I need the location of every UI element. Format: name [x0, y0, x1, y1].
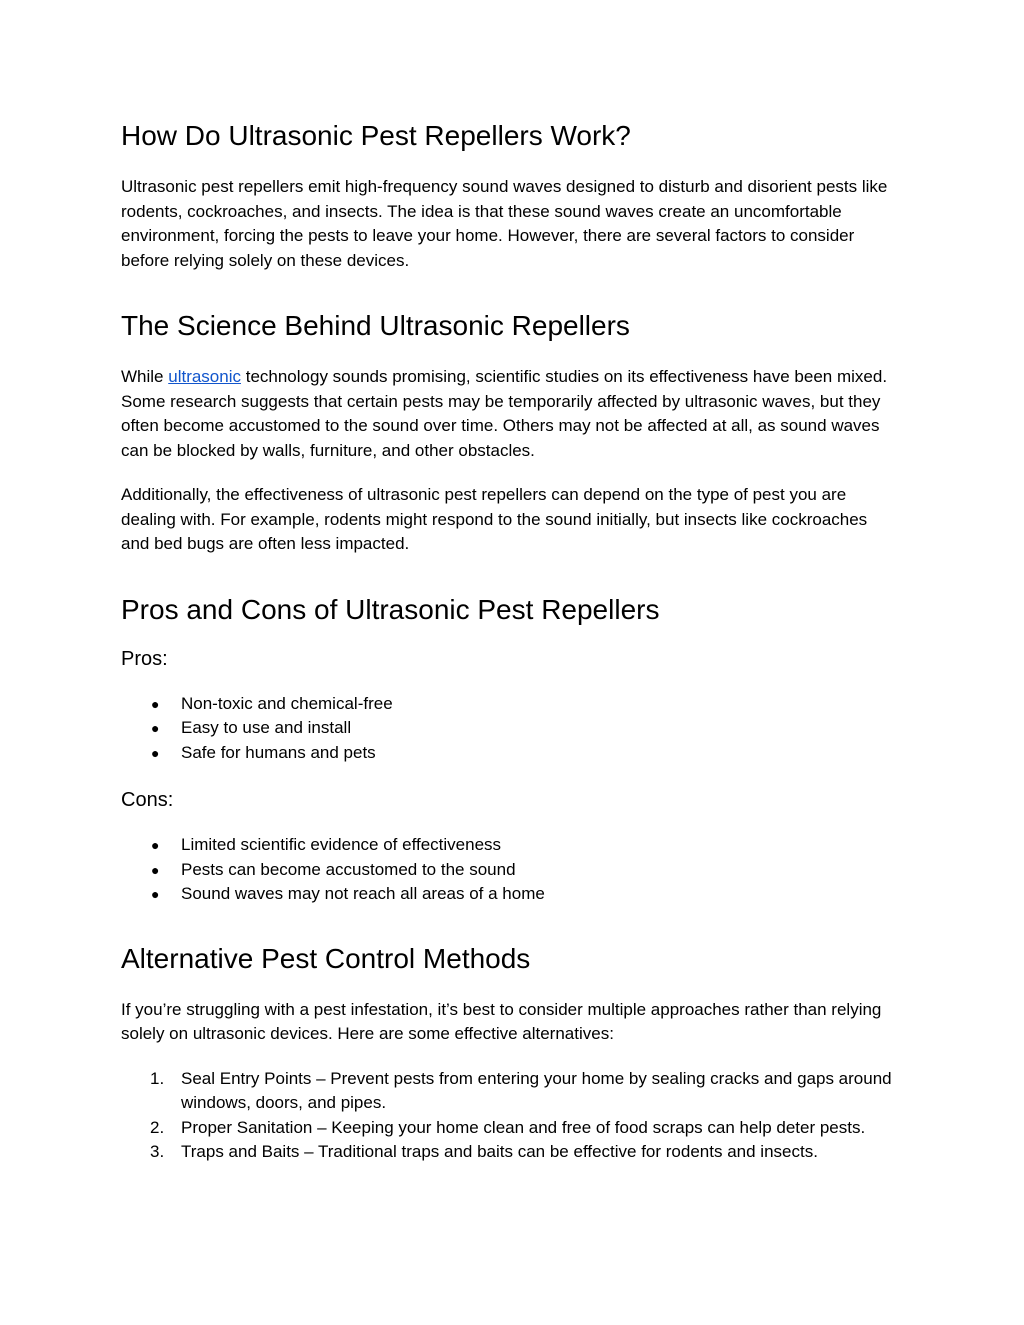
- bullet-icon: ●: [151, 720, 160, 736]
- bullet-icon: ●: [151, 695, 160, 712]
- list-item: [121, 1140, 896, 1165]
- list-item: [121, 833, 896, 858]
- list-item-text: Non-toxic and chemical-free: [181, 693, 393, 713]
- list-item: [121, 882, 896, 907]
- list-item-text: Limited scientific evidence of effectiveness: [181, 835, 502, 854]
- list-item: [121, 1116, 896, 1141]
- paragraph-science-text-after: technology sounds promising, scientific studies on its effectiveness have been mixed. Some research suggests that certain pests may be temporarily affected by ultrasonic waves, but they often become accustomed to the sound over time. Others may not be affected at all, as sound waves can be blocked by walls, furniture, and other obstacles.: [121, 367, 888, 460]
- list-item-text: Sound waves may not reach all areas of a home: [181, 884, 545, 903]
- paragraph-alternatives: If you’re struggling with a pest infestation, it’s best to consider multiple approaches rather than relying solely on ultrasonic devices. Here are some effective alternatives:: [121, 999, 882, 1043]
- list-item-text: Safe for humans and pets: [181, 742, 376, 762]
- heading-pros-cons: Pros and Cons of Ultrasonic Pest Repellers: [121, 593, 660, 625]
- list-number: 3.: [150, 1142, 165, 1161]
- subheading-cons: Cons:: [121, 789, 174, 811]
- list-item-text: Easy to use and install: [181, 718, 352, 737]
- pros-list: [121, 692, 896, 766]
- list-item-text: Pests can become accustomed to the sound: [181, 859, 516, 879]
- cons-list: [121, 833, 896, 907]
- paragraph-science-text-before: While: [121, 367, 169, 386]
- list-item: [121, 692, 896, 717]
- alternatives-list: [121, 1067, 896, 1165]
- list-item: [121, 858, 896, 883]
- document-page: [121, 118, 896, 1165]
- paragraph-intro: Ultrasonic pest repellers emit high-frequency sound waves designed to disturb and disorient pests like rodents, cockroaches, and insects. The idea is that these sound waves create an uncomfortable environment, forcing the pests to leave your home. However, there are several factors to consider before relying solely on these devices.: [121, 177, 888, 270]
- list-item-text: Traps and Baits – Traditional traps and baits can be effective for rodents and insects.: [181, 1142, 818, 1161]
- heading-alternative-methods: Alternative Pest Control Methods: [121, 942, 531, 974]
- list-number: 2.: [150, 1117, 165, 1137]
- list-item-text: Seal Entry Points – Prevent pests from entering your home by sealing cracks and gaps around windows, doors, and pipes.: [181, 1068, 892, 1112]
- subheading-pros: Pros:: [121, 647, 168, 670]
- heading-how-ultrasonic-work: How Do Ultrasonic Pest Repellers Work?: [121, 120, 631, 151]
- paragraph-effectiveness: Additionally, the effectiveness of ultrasonic pest repellers can depend on the type of pest you are dealing with. For example, rodents might respond to the sound initially, but insects like cockroaches and bed bugs are often less impacted.: [121, 485, 868, 553]
- bullet-icon: ●: [151, 837, 160, 853]
- heading-science-behind: The Science Behind Ultrasonic Repellers: [121, 310, 630, 341]
- list-number: 1.: [150, 1068, 165, 1088]
- list-item: [121, 716, 896, 741]
- ultrasonic-link[interactable]: ultrasonic: [168, 367, 241, 386]
- bullet-icon: ●: [151, 744, 160, 761]
- paragraph-science: [121, 365, 896, 463]
- list-item: [121, 741, 896, 766]
- bullet-icon: ●: [151, 886, 160, 902]
- list-item: [121, 1067, 896, 1116]
- list-item-text: Proper Sanitation – Keeping your home clean and free of food scraps can help deter pests.: [181, 1117, 866, 1137]
- bullet-icon: ●: [151, 861, 160, 878]
